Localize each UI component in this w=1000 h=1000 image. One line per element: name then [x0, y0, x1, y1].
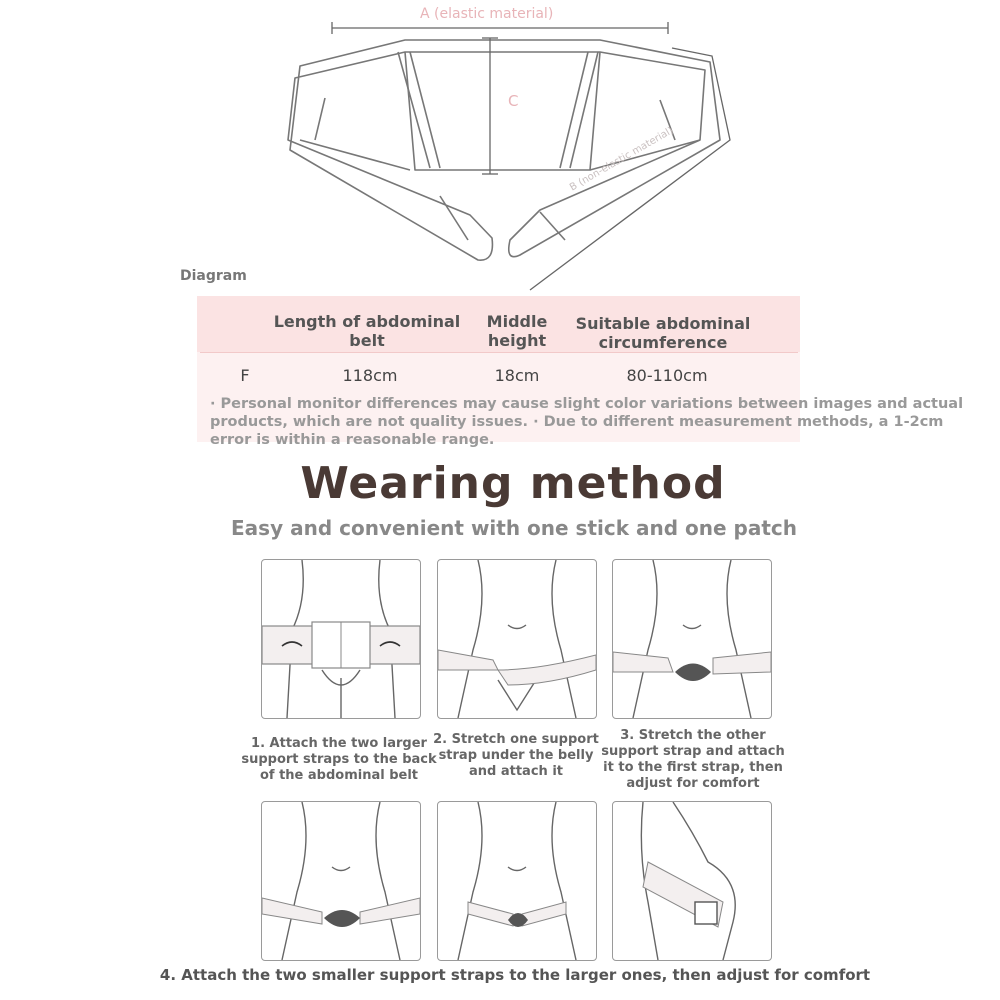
dimension-label-b: B (non-elastic material)	[568, 125, 676, 194]
header-belt-length: Length of abdominal belt	[273, 312, 461, 350]
cell-size: F	[240, 366, 250, 385]
step-2-caption: 2. Stretch one support strap under the belly and attach it	[433, 732, 599, 779]
table-divider	[200, 352, 798, 353]
step-4b-illustration	[437, 801, 597, 961]
dimension-label-c: C	[508, 92, 519, 110]
step-4c-illustration	[612, 801, 772, 961]
step-2-illustration	[437, 559, 597, 719]
dimension-label-a: A (elastic material)	[420, 6, 554, 22]
header-abdominal-circumference: Suitable abdominal circumference	[575, 314, 751, 352]
cell-belt-length: 118cm	[342, 366, 398, 385]
disclaimer-note: · Personal monitor differences may cause slight color variations between images and actual products, which are not quality issues. · Due to different measurement methods, a 1-2cm error is within a reasonable range.	[210, 396, 964, 448]
step-3-caption: 3. Stretch the other support strap and attach it to the first strap, then adjust for comfort	[601, 728, 785, 791]
step-3-illustration	[612, 559, 772, 719]
header-middle-height: Middle height	[486, 312, 548, 350]
section-title: Wearing method	[300, 458, 726, 509]
cell-abdominal-circumference: 80-110cm	[626, 366, 708, 385]
step-1-caption: 1. Attach the two larger support straps to the back of the abdominal belt	[241, 736, 437, 783]
section-subtitle: Easy and convenient with one stick and one patch	[231, 516, 797, 540]
cell-middle-height: 18cm	[494, 366, 540, 385]
size-table-header	[197, 296, 800, 352]
step-4-caption: 4. Attach the two smaller support straps to the larger ones, then adjust for comfort	[159, 966, 871, 984]
belt-diagram	[0, 0, 1000, 300]
diagram-caption: Diagram	[180, 268, 247, 284]
belt-illustration	[0, 0, 1000, 300]
step-1-illustration	[261, 559, 421, 719]
step-4a-illustration	[261, 801, 421, 961]
